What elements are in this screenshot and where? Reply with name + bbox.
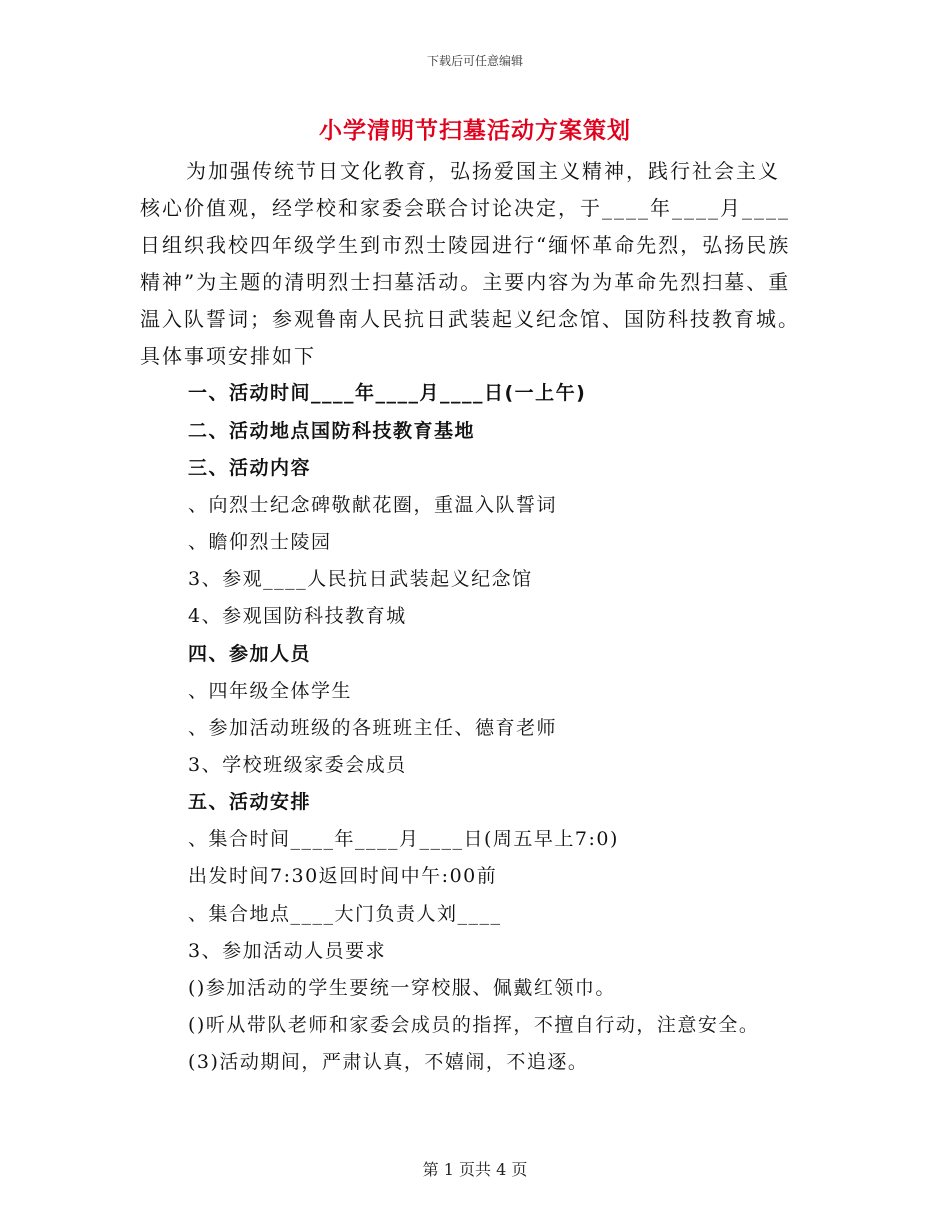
content-item-3: 3、参观____人民抗日武装起义纪念馆 [188, 568, 533, 590]
requirement-item-1: ()参加活动的学生要统一穿校服、佩戴红领巾。 [188, 977, 616, 999]
content-item-1: 、向烈士纪念碑敬献花圈，重温入队誓词 [188, 494, 558, 516]
section-2-location: 二、活动地点国防科技教育基地 [188, 420, 476, 442]
section-1-time: 一、活动时间____年____月____日(一上午) [188, 382, 587, 404]
arrangement-item-1b: 出发时间7:30返回时间中午:00前 [188, 865, 498, 887]
section-4-participants: 四、参加人员 [188, 643, 312, 665]
content-item-2: 、瞻仰烈士陵园 [188, 531, 332, 553]
arrangement-item-3: 3、参加活动人员要求 [188, 940, 387, 962]
requirement-item-3: (3)活动期间，严肃认真，不嬉闹，不追逐。 [188, 1051, 589, 1073]
section-5-arrangement: 五、活动安排 [188, 791, 312, 813]
participant-item-2: 、参加活动班级的各班班主任、德育老师 [188, 717, 558, 739]
page-footer: 第 1 页共 4 页 [422, 1160, 528, 1179]
content-item-4: 4、参观国防科技教育城 [188, 605, 407, 627]
requirement-item-2: ()听从带队老师和家委会成员的指挥，不擅自行动，注意安全。 [188, 1014, 760, 1036]
intro-paragraph [140, 153, 800, 375]
intro-text: 为加强传统节日文化教育，弘扬爱国主义精神，践行社会主义核心价值观，经学校和家委会联合讨论决定，于____年____月____日组织我校四年级学生到市烈士陵园进行“缅怀革命先烈，弘扬民族精神”为主题的清明烈士扫墓活动。主要内容为为革命先烈扫墓、重温入队誓词；参观鲁南人民抗日武装起义纪念馆、国防科技教育城。具体事项安排如下 [140, 159, 800, 368]
participant-item-3: 3、学校班级家委会成员 [188, 754, 407, 776]
arrangement-item-2: 、集合地点____大门负责人刘____ [188, 903, 502, 925]
arrangement-item-1: 、集合时间____年____月____日(周五早上7:0) [188, 828, 619, 850]
participant-item-1: 、四年级全体学生 [188, 680, 353, 702]
document-title: 小学清明节扫墓活动方案策划 [319, 117, 631, 144]
section-3-content: 三、活动内容 [188, 457, 312, 479]
page-header: 下载后可任意编辑 [426, 54, 523, 68]
